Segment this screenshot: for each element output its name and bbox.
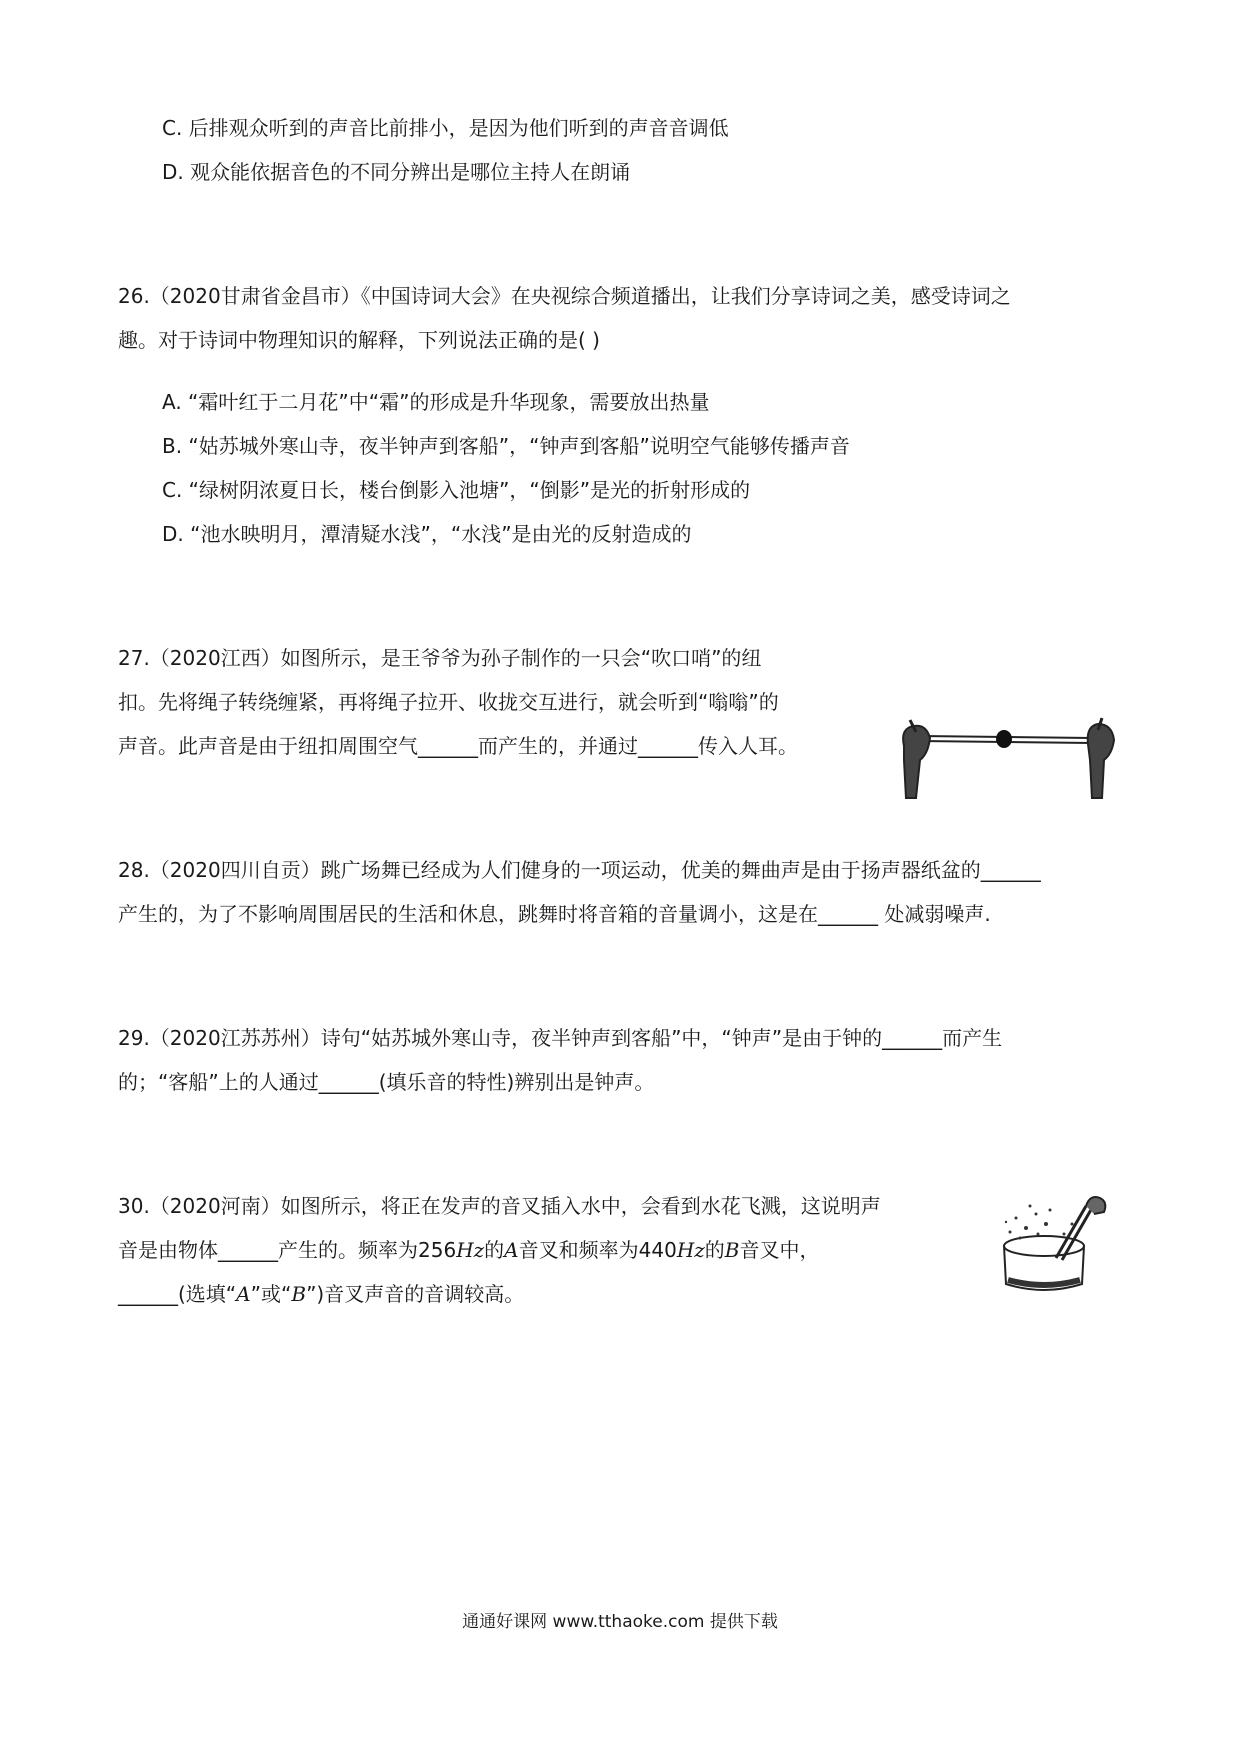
- q25-option-c: C. 后排观众听到的声音比前排小，是因为他们听到的声音音调低: [162, 116, 729, 140]
- q27-blank-2: ______: [638, 734, 698, 758]
- button-icon: [996, 730, 1012, 748]
- q28-blank-1: ______: [980, 858, 1041, 882]
- q28-text-a: 28.（2020四川自贡）跳广场舞已经成为人们健身的一项运动，优美的舞曲声是由于扬声器纸盆的: [118, 858, 981, 882]
- q27-text-b: 而产生的，并通过: [478, 734, 638, 758]
- q26-option-b: B. “姑苏城外寒山寺，夜半钟声到客船”，“钟声到客船”说明空气能够传播声音: [162, 434, 850, 458]
- q30-stem-line2: [118, 1236, 820, 1264]
- q25-option-d: D. 观众能依据音色的不同分辨出是哪位主持人在朗诵: [162, 160, 631, 184]
- q28-text-c: 处减弱噪声.: [878, 902, 991, 926]
- q29-text-d: (填乐音的特性)辨别出是钟声。: [378, 1070, 655, 1094]
- q30-unit-hz-1: Hz: [456, 1238, 485, 1262]
- q28-text-b: 产生的，为了不影响周围居民的生活和休息，跳舞时将音箱的音量调小，这是在: [118, 902, 818, 926]
- q30-text-a: 音是由物体: [118, 1238, 218, 1262]
- q30-stem-line3: [118, 1280, 524, 1308]
- q30-text-i: ”)音叉声音的音调较高。: [306, 1282, 525, 1306]
- q29-stem-line2: [118, 1068, 654, 1096]
- q30-text-c: 的: [484, 1238, 505, 1262]
- q28-stem-line1: [118, 856, 1041, 884]
- button-whistle-figure: [892, 708, 1122, 810]
- q29-blank-1: ______: [882, 1026, 943, 1050]
- q27-text-a: 声音。此声音是由于纽扣周围空气: [118, 734, 418, 758]
- q30-text-h: ”或“: [250, 1282, 292, 1306]
- q29-text-c: 的；“客船”上的人通过: [118, 1070, 319, 1094]
- q30-stem-line1: 30.（2020河南）如图所示，将正在发声的音叉插入水中，会看到水花飞溅，这说明声: [118, 1194, 881, 1218]
- q26-option-a: A. “霜叶红于二月花”中“霜”的形成是升华现象，需要放出热量: [162, 390, 710, 414]
- tuning-fork-water-figure: [986, 1188, 1126, 1300]
- q29-stem-line1: [118, 1024, 1002, 1052]
- q26-stem-line1: 26.（2020甘肃省金昌市）《中国诗词大会》在央视综合频道播出，让我们分享诗词之美，感受诗词之: [118, 284, 1011, 308]
- q30-text-f: 音叉中，: [739, 1238, 820, 1262]
- q30-option-b: B: [291, 1282, 307, 1306]
- q30-fork-b: B: [724, 1238, 740, 1262]
- q30-text-b: 产生的。频率为256: [278, 1238, 457, 1262]
- q30-fork-a: A: [504, 1238, 519, 1262]
- q26-stem-line2: 趣。对于诗词中物理知识的解释，下列说法正确的是( ): [118, 328, 600, 352]
- q28-stem-line2: [118, 900, 991, 928]
- q27-text-c: 传入人耳。: [698, 734, 798, 758]
- q30-blank-2: ______: [118, 1282, 178, 1306]
- q27-stem-line3: [118, 732, 798, 760]
- q29-text-a: 29.（2020江苏苏州）诗句“姑苏城外寒山寺，夜半钟声到客船”中，“钟声”是由于钟的: [118, 1026, 883, 1050]
- q29-text-b: 而产生: [942, 1026, 1003, 1050]
- q30-text-e: 的: [704, 1238, 725, 1262]
- q27-blank-1: ______: [418, 734, 478, 758]
- q30-text-g: (选填“: [178, 1282, 237, 1306]
- q27-stem-line1: 27.（2020江西）如图所示，是王爷爷为孙子制作的一只会“吹口哨”的纽: [118, 646, 762, 670]
- page-footer: 通通好课网 www.tthaoke.com 提供下载: [462, 1612, 778, 1632]
- q30-option-a: A: [236, 1282, 251, 1306]
- q30-text-d: 音叉和频率为440: [518, 1238, 677, 1262]
- q28-blank-2: ______: [818, 902, 878, 926]
- q30-unit-hz-2: Hz: [676, 1238, 705, 1262]
- q27-stem-line2: 扣。先将绳子转绕缠紧，再将绳子拉开、收拢交互进行，就会听到“嗡嗡”的: [118, 690, 779, 714]
- q29-blank-2: ______: [318, 1070, 379, 1094]
- q26-option-d: D. “池水映明月，潭清疑水浅”，“水浅”是由光的反射造成的: [162, 522, 692, 546]
- q30-blank-1: ______: [218, 1238, 278, 1262]
- q26-option-c: C. “绿树阴浓夏日长，楼台倒影入池塘”，“倒影”是光的折射形成的: [162, 478, 751, 502]
